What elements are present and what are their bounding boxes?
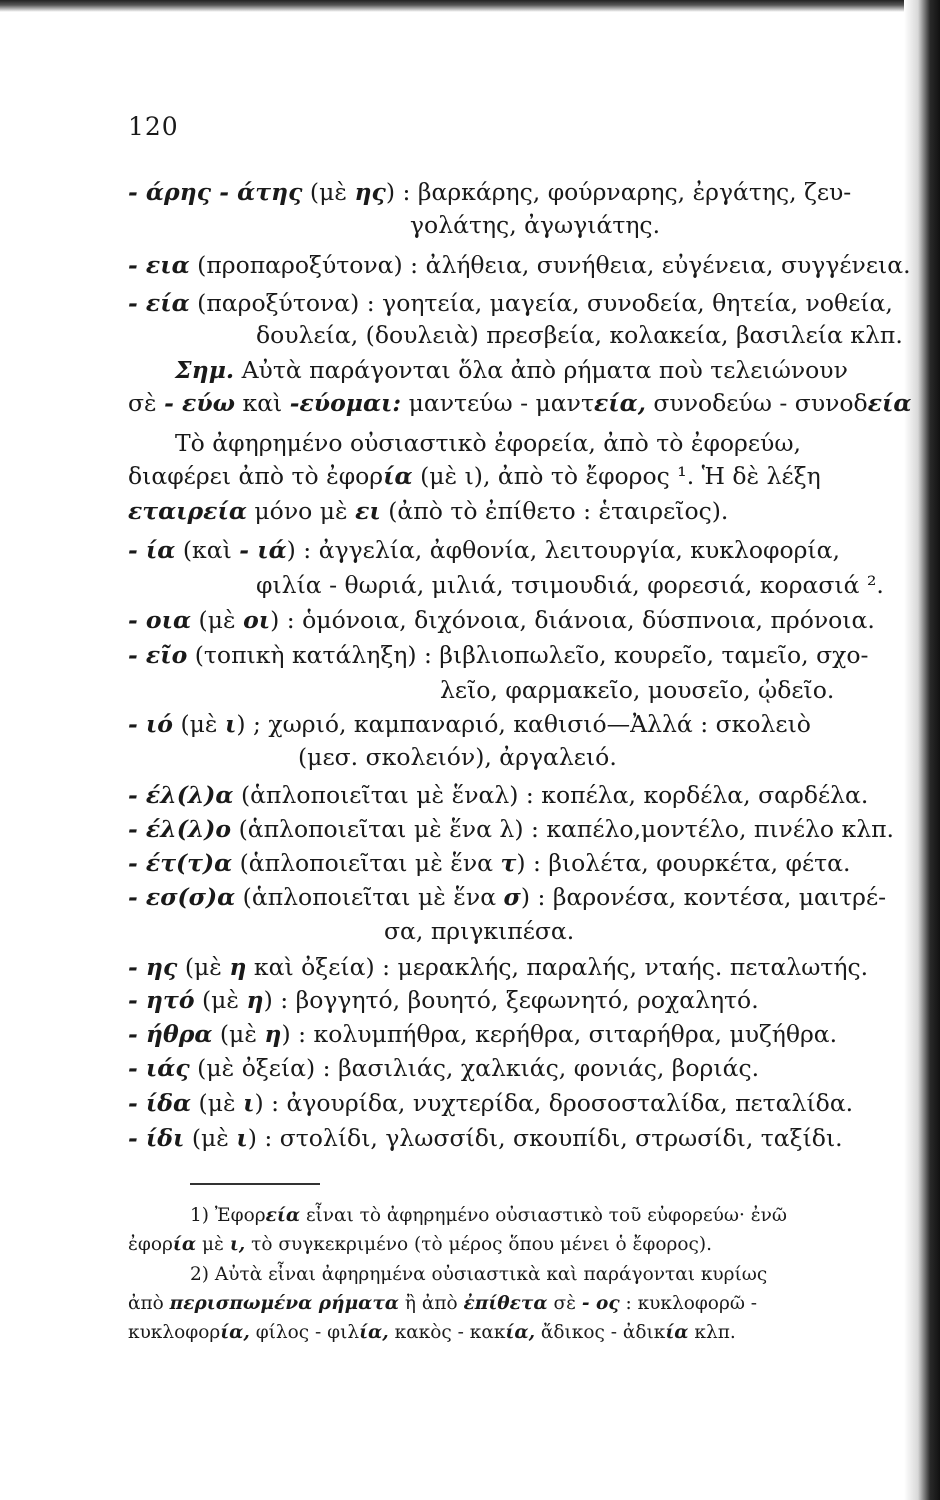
entry-ito: - ητό (μὲ η) : βογγητό, βουητό, ξεφωνητό, ροχαλητό. xyxy=(128,986,759,1014)
entry-continuation: (μεσ. σκολειόν), ἀργαλειό. xyxy=(298,743,617,771)
entry-ia: - ία (καὶ - ιά) : ἀγγελία, ἀφθονία, λειτουργία, κυκλοφορία, xyxy=(128,536,840,564)
suffix: - ιάς xyxy=(128,1054,190,1082)
entry-idi: - ίδι (μὲ ι) : στολίδι, γλωσσίδι, σκουπίδι, στρωσίδι, ταξίδι. xyxy=(128,1124,843,1152)
paragraph-line: εταιρεία μόνο μὲ ει (ἀπὸ τὸ ἐπίθετο : ἑταιρεῖος). xyxy=(128,497,729,525)
footnote-1: ἐφορία μὲ ι, τὸ συγκεκριμένο (τὸ μέρος ὅπου μένει ὁ ἔφορος). xyxy=(128,1234,712,1255)
entry-aris-atis: - άρης - άτης (μὲ ης) : βαρκάρης, φούρναρης, ἐργάτης, ζευ- xyxy=(128,178,852,206)
entry-is: - ης (μὲ η καὶ ὀξεία) : μερακλής, παραλής, νταής. πεταλωτής. xyxy=(128,953,869,981)
suffix: - ητό xyxy=(128,986,195,1014)
suffix: - άρης - άτης xyxy=(128,178,303,206)
footnote-2: 2) Αὐτὰ εἶναι ἀφηρημένα οὐσιαστικὰ καὶ παράγονται κυρίως xyxy=(190,1264,768,1285)
entry-essa: - εσ(σ)α (ἁπλοποιεῖται μὲ ἕνα σ) : βαρονέσα, κοντέσα, μαιτρέ- xyxy=(128,883,887,911)
footnote-1: 1) Ἐφορεία εἶναι τὸ ἀφηρημένο οὐσιαστικὸ τοῦ εὐφορεύω· ἐνῶ xyxy=(190,1205,787,1226)
page-number: 120 xyxy=(128,112,179,141)
scan-right-edge xyxy=(904,0,940,1500)
suffix: - εία xyxy=(128,289,190,317)
suffix: - ία xyxy=(128,536,176,564)
entry-eia-paroxytone: - εία (παροξύτονα) : γοητεία, μαγεία, συνοδεία, θητεία, νοθεία, xyxy=(128,289,893,317)
entry-etta: - έτ(τ)α (ἁπλοποιεῖται μὲ ἕνα τ) : βιολέτα, φουρκέτα, φέτα. xyxy=(128,849,851,877)
suffix: - εια xyxy=(128,251,190,279)
footnote-2: ἀπὸ περισπωμένα ρήματα ἢ ἀπὸ ἐπίθετα σὲ - ος : κυκλοφορῶ - xyxy=(128,1293,758,1314)
entry-oia: - οια (μὲ οι) : ὁμόνοια, διχόνοια, διάνοια, δύσπνοια, πρόνοια. xyxy=(128,606,875,634)
suffix: - οια xyxy=(128,606,192,634)
paragraph-line: Τὸ ἀφηρημένο οὐσιαστικὸ ἐφορεία, ἀπὸ τὸ ἐφορεύω, xyxy=(175,429,801,457)
entry-continuation: σα, πριγκιπέσα. xyxy=(384,917,575,945)
note-label: Σημ. xyxy=(175,356,235,384)
suffix: - εῖο xyxy=(128,641,188,669)
note-line: σὲ - εύω καὶ -εύομαι: μαντεύω - μαντεία, συνοδεύω - συνοδεία xyxy=(128,389,912,417)
entry-ello: - έλ(λ)ο (ἁπλοποιεῖται μὲ ἕνα λ) : καπέλο,μοντέλο, πινέλο κλπ. xyxy=(128,815,895,843)
footnote-divider xyxy=(190,1183,320,1185)
suffix: - εσ(σ)α xyxy=(128,883,236,911)
entry-io: - ιό (μὲ ι) ; χωριό, καμπαναριό, καθισιό—Ἀλλά : σκολειὸ xyxy=(128,710,811,738)
entry-ithra: - ήθρα (μὲ η) : κολυμπήθρα, κερήθρα, σιταρήθρα, μυζήθρα. xyxy=(128,1020,838,1048)
entry-continuation: λεῖο, φαρμακεῖο, μουσεῖο, ᾠδεῖο. xyxy=(440,676,835,704)
suffix: - έτ(τ)α xyxy=(128,849,233,877)
suffix: - ιό xyxy=(128,710,173,738)
entry-eio: - εῖο (τοπικὴ κατάληξη) : βιβλιοπωλεῖο, κουρεῖο, ταμεῖο, σχο- xyxy=(128,641,869,669)
entry-ella: - έλ(λ)α (ἁπλοποιεῖται μὲ ἕναλ) : κοπέλα, κορδέλα, σαρδέλα. xyxy=(128,781,869,809)
suffix: - ίδα xyxy=(128,1089,192,1117)
suffix: - ης xyxy=(128,953,178,981)
entry-continuation: δουλεία, (δουλειὰ) πρεσβεία, κολακεία, βασιλεία κλπ. xyxy=(256,321,903,349)
entry-ida: - ίδα (μὲ ι) : ἀγουρίδα, νυχτερίδα, δροσοσταλίδα, πεταλίδα. xyxy=(128,1089,854,1117)
paragraph-line: διαφέρει ἀπὸ τὸ ἐφορία (μὲ ι), ἀπὸ τὸ ἔφορος ¹. Ἡ δὲ λέξη xyxy=(128,462,821,490)
scan-top-edge xyxy=(0,0,940,12)
entry-continuation: φιλία - θωριά, μιλιά, τσιμουδιά, φορεσιά, κορασιά ². xyxy=(256,571,884,599)
entry-ias: - ιάς (μὲ ὀξεία) : βασιλιάς, χαλκιάς, φονιάς, βοριάς. xyxy=(128,1054,760,1082)
suffix: - έλ(λ)α xyxy=(128,781,234,809)
entry-continuation: γολάτης, ἀγωγιάτης. xyxy=(410,211,661,239)
suffix: - ήθρα xyxy=(128,1020,213,1048)
suffix: - έλ(λ)ο xyxy=(128,815,232,843)
suffix: - ίδι xyxy=(128,1124,185,1152)
entry-eia-proparoxytone: - εια (προπαροξύτονα) : ἀλήθεια, συνήθεια, εὐγένεια, συγγένεια. xyxy=(128,251,911,279)
note-line: Σημ. Αὐτὰ παράγονται ὅλα ἀπὸ ρήματα ποὺ τελειώνουν xyxy=(175,356,848,384)
footnote-2: κυκλοφορία, φίλος - φιλία, κακὸς - κακία, ἄδικος - ἀδικία κλπ. xyxy=(128,1322,736,1343)
